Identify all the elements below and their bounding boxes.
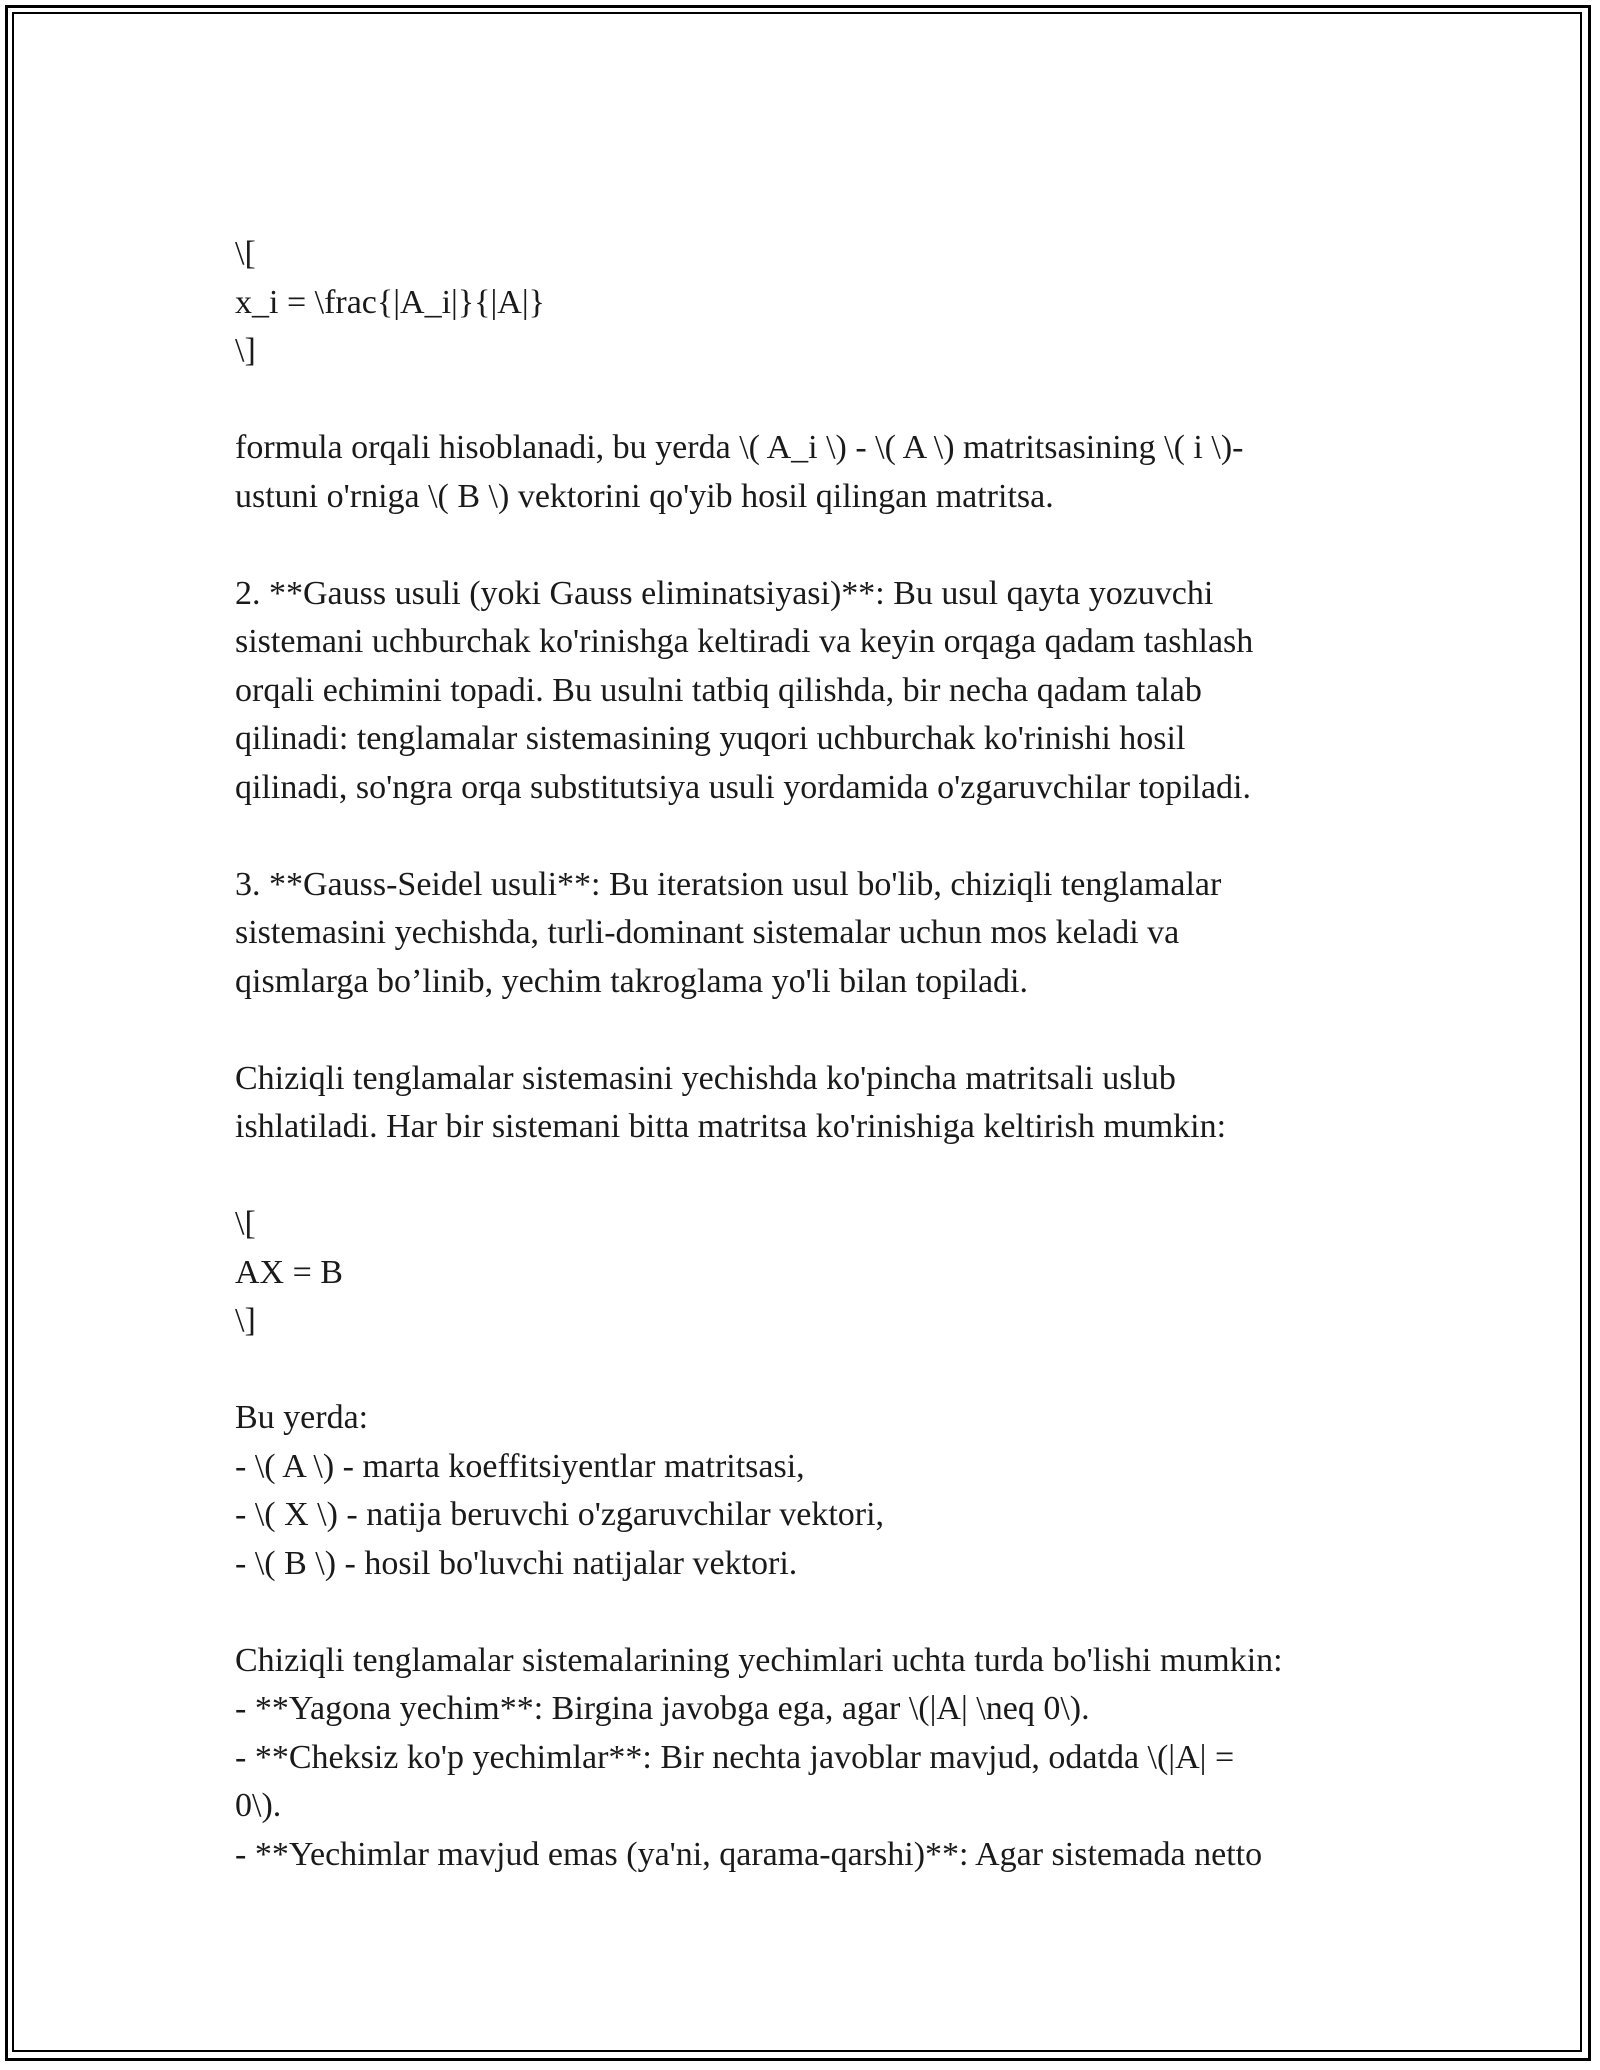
- text-line: sistemani uchburchak ko'rinishga keltiradi va keyin orqaga qadam tashlash: [235, 623, 1254, 660]
- text-line: qilinadi: tenglamalar sistemasining yuqori uchburchak ko'rinishi hosil: [235, 720, 1186, 757]
- text-line: \[: [235, 235, 256, 272]
- blank-line: [235, 376, 1385, 425]
- text-line: - **Cheksiz ko'p yechimlar**: Bir nechta javoblar mavjud, odatda \(|A| =: [235, 1738, 1235, 1776]
- text-line: \[: [235, 1205, 256, 1242]
- text-line: 0\).: [235, 1787, 282, 1824]
- text-line: x_i = \frac{|A_i|}{|A|}: [235, 283, 545, 321]
- text-line: 3. **Gauss-Seidel usuli**: Bu iteratsion usul bo'lib, chiziqli tenglamalar: [235, 865, 1222, 903]
- text-line: ustuni o'rniga \( B \) vektorini qo'yib hosil qilingan matritsa.: [235, 477, 1054, 515]
- text-line: formula orqali hisoblanadi, bu yerda \( A_i \) - \( A \) matritsasining \( i \)-: [235, 429, 1244, 466]
- text-line: Chiziqli tenglamalar sistemalarining yechimlari uchta turda bo'lishi mumkin:: [235, 1641, 1283, 1679]
- text-line: - \( B \) - hosil bo'luvchi natijalar vektori.: [235, 1544, 798, 1582]
- text-line: AX = B: [235, 1253, 343, 1291]
- text-line: orqali echimini topadi. Bu usulni tatbiq qilishda, bir necha qadam talab: [235, 671, 1202, 709]
- text-line: qilinadi, so'ngra orqa substitutsiya usuli yordamida o'zgaruvchilar topiladi.: [235, 768, 1251, 806]
- text-line: - \( A \) - marta koeffitsiyentlar matritsasi,: [235, 1447, 805, 1485]
- text-line: \]: [235, 332, 256, 369]
- text-line: ishlatiladi. Har bir sistemani bitta matritsa ko'rinishiga keltirish mumkin:: [235, 1108, 1227, 1145]
- text-line: 2. **Gauss usuli (yoki Gauss eliminatsiyasi)**: Bu usul qayta yozuvchi: [235, 574, 1214, 612]
- blank-line: [235, 812, 1385, 861]
- blank-line: [235, 1006, 1385, 1055]
- text-line: Chiziqli tenglamalar sistemasini yechishda ko'pincha matritsali uslub: [235, 1059, 1176, 1097]
- text-line: qismlarga bo’linib, yechim takroglama yo'li bilan topiladi.: [235, 962, 1029, 1000]
- text-line: Bu yerda:: [235, 1399, 369, 1436]
- blank-line: [235, 1152, 1385, 1201]
- blank-line: [235, 521, 1385, 570]
- text-line: \]: [235, 1302, 256, 1339]
- document-body: [235, 230, 1385, 1879]
- text-line: sistemasini yechishda, turli-dominant sistemalar uchun mos keladi va: [235, 914, 1180, 951]
- text-line: - **Yagona yechim**: Birgina javobga ega, agar \(|A| \neq 0\).: [235, 1690, 1090, 1727]
- blank-line: [235, 1346, 1385, 1395]
- text-line: - \( X \) - natija beruvchi o'zgaruvchilar vektori,: [235, 1496, 885, 1533]
- blank-line: [235, 1588, 1385, 1637]
- text-line: - **Yechimlar mavjud emas (ya'ni, qarama-qarshi)**: Agar sistemada netto: [235, 1835, 1263, 1873]
